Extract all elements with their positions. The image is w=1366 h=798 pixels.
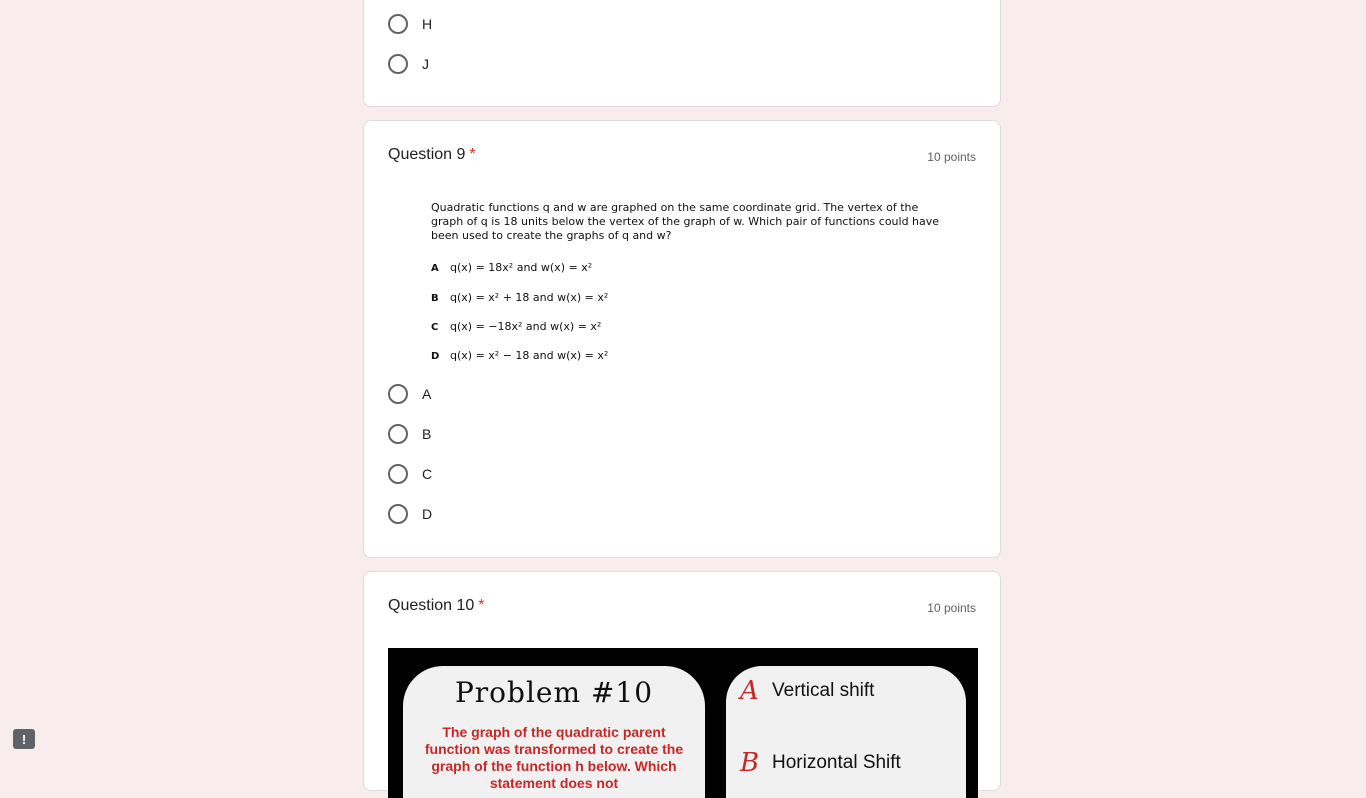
- question-title-text: Question 10: [388, 597, 475, 614]
- choice-text: q(x) = 18x² and w(x) = x²: [450, 261, 593, 274]
- option-label: H: [422, 16, 433, 32]
- radio-button[interactable]: [388, 14, 408, 34]
- shift-text: Horizontal Shift: [772, 752, 901, 773]
- question-points: 10 points: [927, 150, 976, 164]
- choice-text: q(x) = x² − 18 and w(x) = x²: [450, 349, 609, 362]
- option-label: D: [422, 506, 433, 522]
- option-d[interactable]: [388, 502, 432, 526]
- question-card-10: [363, 571, 1001, 791]
- option-h[interactable]: [388, 12, 432, 36]
- shift-letter: A: [740, 676, 759, 706]
- shift-text: Vertical shift: [772, 680, 875, 701]
- image-choice-d: [431, 349, 608, 362]
- image-choice-c: [431, 320, 601, 333]
- option-c[interactable]: [388, 462, 432, 486]
- option-b[interactable]: [388, 422, 431, 446]
- choice-letter: D: [431, 351, 440, 362]
- question-title: [388, 597, 485, 615]
- question-image: [388, 648, 978, 798]
- question-card-previous: [363, 0, 1001, 107]
- question-stem: Quadratic functions q and w are graphed on the same coordinate grid. The vertex of the graph of q is 18 units below the vertex of the graph of w. Which pair of functions could have been used to create the graphs of q and w?: [431, 201, 940, 242]
- problem-title: Problem #10: [454, 676, 654, 709]
- shift-choice-a: [740, 676, 874, 706]
- question-image: [388, 195, 978, 371]
- option-label: A: [422, 386, 432, 402]
- question-title-text: Question 9: [388, 146, 466, 163]
- report-problem-icon[interactable]: !: [13, 729, 35, 749]
- choice-text: q(x) = x² + 18 and w(x) = x²: [450, 291, 609, 304]
- choice-letter: B: [431, 293, 439, 304]
- choices-panel: [726, 666, 966, 798]
- question-title: [388, 146, 476, 164]
- option-label: C: [422, 466, 433, 482]
- shift-letter: B: [740, 748, 760, 778]
- required-marker: *: [478, 597, 485, 614]
- choice-text: q(x) = −18x² and w(x) = x²: [450, 320, 602, 333]
- radio-button[interactable]: [388, 54, 408, 74]
- image-choice-b: [431, 291, 608, 304]
- radio-button[interactable]: [388, 464, 408, 484]
- radio-button[interactable]: [388, 504, 408, 524]
- problem-text: The graph of the quadratic parent function was transformed to create the graph of the function h below. Which statement does not: [424, 724, 684, 791]
- radio-button[interactable]: [388, 384, 408, 404]
- required-marker: *: [469, 146, 476, 163]
- radio-button[interactable]: [388, 424, 408, 444]
- choice-letter: C: [431, 322, 439, 333]
- problem-panel: [403, 666, 705, 798]
- option-j[interactable]: [388, 52, 429, 76]
- option-a[interactable]: [388, 382, 431, 406]
- image-choice-a: [431, 261, 592, 274]
- choice-letter: A: [431, 263, 439, 274]
- question-card-9: [363, 120, 1001, 558]
- option-label: J: [422, 56, 429, 72]
- option-label: B: [422, 426, 432, 442]
- shift-choice-b: [740, 748, 901, 778]
- question-points: 10 points: [927, 601, 976, 615]
